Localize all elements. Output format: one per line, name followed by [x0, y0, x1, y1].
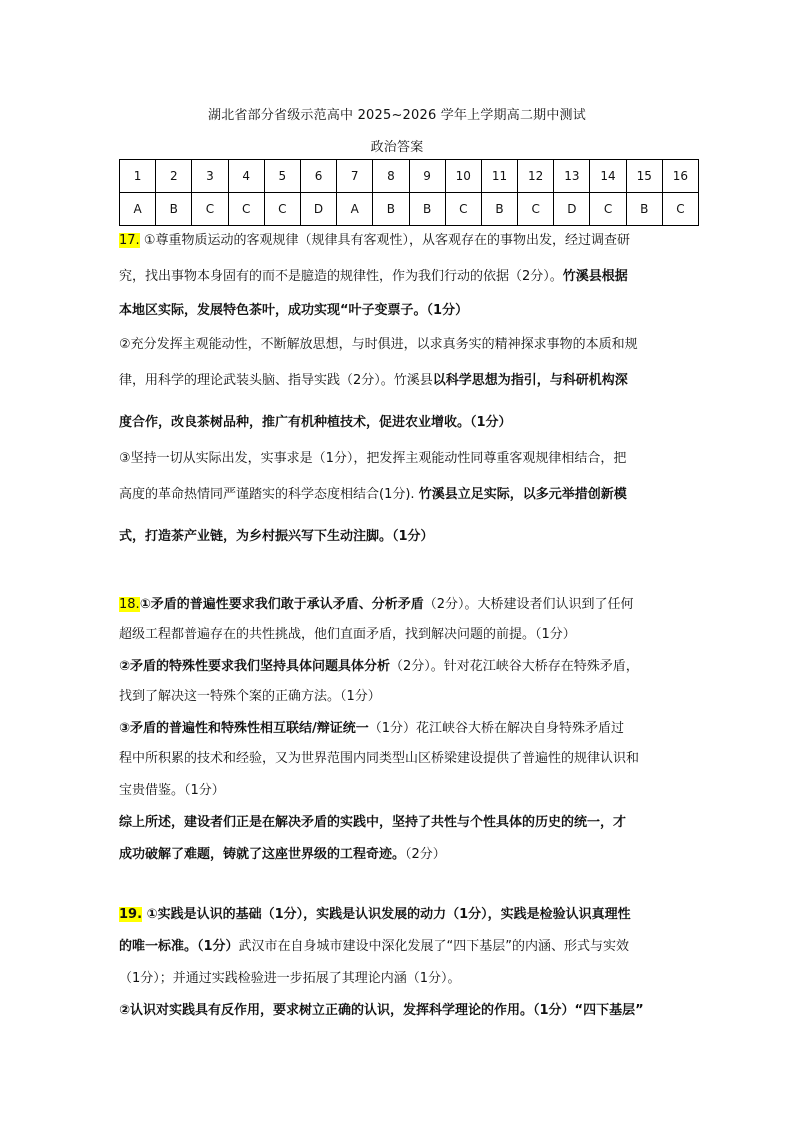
- q17-number: 17.: [119, 233, 140, 248]
- table-cell: 11: [481, 160, 517, 193]
- table-cell: 15: [626, 160, 662, 193]
- q18-text: （1分）花江峡谷大桥在解决自身特殊矛盾过: [368, 721, 625, 736]
- q17-line-2: [119, 268, 699, 286]
- q17-bold-text: 竹溪县立足实际，以多元举措创新模: [418, 487, 627, 502]
- q19-number: 19.: [119, 907, 143, 922]
- answer-row: [120, 193, 699, 226]
- table-cell: 4: [228, 160, 264, 193]
- table-cell: D: [554, 193, 590, 226]
- q17-line-8: [119, 486, 699, 504]
- table-cell: 9: [409, 160, 445, 193]
- table-cell: 7: [337, 160, 373, 193]
- table-cell: C: [590, 193, 626, 226]
- q18-bold-text: ③矛盾的普遍性和特殊性相互联结/辩证统一: [119, 721, 369, 736]
- table-cell: B: [409, 193, 445, 226]
- table-cell: D: [300, 193, 336, 226]
- q18-number: 18.: [119, 597, 140, 612]
- table-cell: B: [373, 193, 409, 226]
- document-title: 湖北省部分省级示范高中 2025~2026 学年上学期高二期中测试: [208, 108, 586, 123]
- q18-bold-text: ②矛盾的特殊性要求我们坚持具体问题具体分析: [119, 659, 391, 674]
- q18-text: （2分）。大桥建设者们认识到了任何: [423, 597, 634, 612]
- q19-line-4: ②认识对实践具有反作用，要求树立正确的认识，发挥科学理论的作用。（1分）“四下基层”: [119, 1003, 644, 1018]
- table-cell: C: [228, 193, 264, 226]
- table-cell: 1: [120, 160, 156, 193]
- q17-line-1: [119, 232, 699, 250]
- document-subtitle: 政治答案: [370, 140, 424, 155]
- q19-bold-text: 的唯一标准。（1分）: [119, 939, 239, 954]
- table-cell: B: [156, 193, 192, 226]
- q17-bold-text: 竹溪县根据: [562, 269, 628, 284]
- q18-line-9: [119, 846, 699, 864]
- q18-line-7: 宝贵借鉴。（1分）: [119, 783, 225, 798]
- q17-bold-text: 以科学思想为指引，与科研机构深: [432, 373, 628, 388]
- table-cell: 13: [554, 160, 590, 193]
- table-cell: 2: [156, 160, 192, 193]
- q19-line-2: [119, 938, 699, 956]
- table-cell: A: [337, 193, 373, 226]
- table-cell: B: [481, 193, 517, 226]
- q17-line-3: 本地区实际，发展特色茶叶，成功实现“叶子变票子。（1分）: [119, 303, 469, 318]
- table-cell: 16: [662, 160, 698, 193]
- q18-text: （2分）: [405, 847, 446, 862]
- table-cell: 10: [445, 160, 481, 193]
- q17-text: 律，用科学的理论武装头脑、指导实践（2分）。竹溪县: [119, 373, 433, 388]
- q19-text: 武汉市在自身城市建设中深化发展了“四下基层”的内涵、形式与实效: [238, 939, 630, 954]
- q18-line-3: [119, 658, 699, 676]
- table-cell: 8: [373, 160, 409, 193]
- q19-text: ①实践是认识的基础（1分），实践是认识发展的动力（1分），实践是检验认识真理性: [142, 907, 631, 922]
- table-cell: A: [120, 193, 156, 226]
- answer-table: [119, 159, 699, 226]
- q17-text: 究，找出事物本身固有的而不是臆造的规律性，作为我们行动的依据（2分）。: [119, 269, 563, 284]
- q18-line-4: 找到了解决这一特殊个案的正确方法。（1分）: [119, 689, 381, 704]
- q17-line-7: ③坚持一切从实际出发，实事求是（1分），把发挥主观能动性同尊重客观规律相结合，把: [119, 451, 627, 466]
- q18-line-2: 超级工程都普遍存在的共性挑战，他们直面矛盾，找到解决问题的前提。（1分）: [119, 627, 576, 642]
- q18-line-8: 综上所述，建设者们正是在解决矛盾的实践中，坚持了共性与个性具体的历史的统一，才: [119, 815, 627, 830]
- q17-text: ①尊重物质运动的客观规律（规律具有客观性），从客观存在的事物出发，经过调查研: [139, 233, 630, 248]
- q18-line-1: [119, 596, 699, 614]
- table-cell: C: [518, 193, 554, 226]
- q17-line-6: 度合作，改良茶树品种，推广有机种植技术，促进农业增收。（1分）: [119, 415, 512, 430]
- q17-line-5: [119, 372, 699, 390]
- q18-bold-text: ①矛盾的普遍性要求我们敢于承认矛盾、分析矛盾: [139, 597, 424, 612]
- q17-line-9: 式，打造茶产业链，为乡村振兴写下生动注脚。（1分）: [119, 529, 434, 544]
- q18-bold-text: 成功破解了难题，铸就了这座世界级的工程奇迹。: [119, 847, 406, 862]
- q18-line-6: 程中所积累的技术和经验，又为世界范围内同类型山区桥梁建设提供了普遍性的规律认识和: [119, 751, 640, 766]
- table-cell: C: [662, 193, 698, 226]
- table-cell: C: [445, 193, 481, 226]
- q18-line-5: [119, 720, 699, 738]
- table-cell: 5: [264, 160, 300, 193]
- table-cell: C: [264, 193, 300, 226]
- q19-line-3: （1分）；并通过实践检验进一步拓展了其理论内涵（1分）。: [119, 971, 461, 986]
- table-cell: C: [192, 193, 228, 226]
- q17-text: 高度的革命热情同严谨踏实的科学态度相结合(1分).: [119, 487, 419, 502]
- table-cell: 14: [590, 160, 626, 193]
- q17-line-4: ②充分发挥主观能动性，不断解放思想，与时俱进，以求真务实的精神探求事物的本质和规: [119, 337, 638, 352]
- table-cell: 3: [192, 160, 228, 193]
- table-cell: 6: [300, 160, 336, 193]
- table-cell: 12: [518, 160, 554, 193]
- table-cell: B: [626, 193, 662, 226]
- q19-line-1: [119, 906, 699, 924]
- q18-text: （2分）。针对花江峡谷大桥存在特殊矛盾，: [390, 659, 639, 674]
- question-number-row: [120, 160, 699, 193]
